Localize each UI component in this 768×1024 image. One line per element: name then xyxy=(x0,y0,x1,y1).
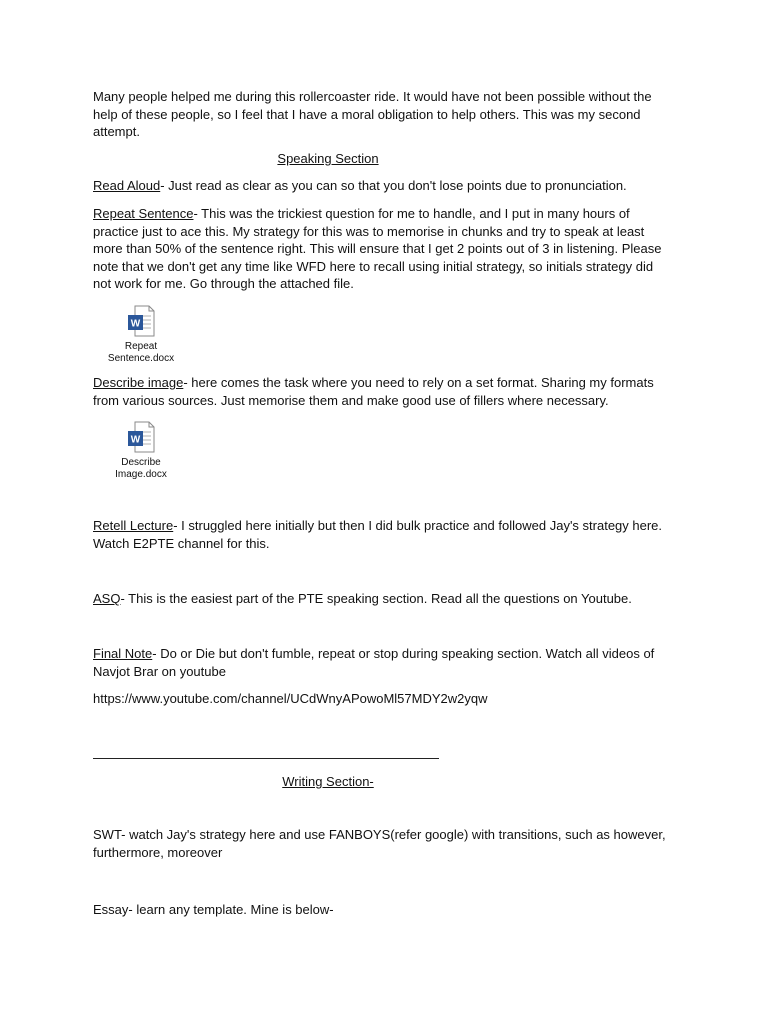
repeat-sentence-label: Repeat Sentence xyxy=(93,206,194,221)
word-doc-icon xyxy=(127,305,155,337)
asq-paragraph xyxy=(93,590,673,608)
writing-section-heading xyxy=(93,773,563,791)
section-divider xyxy=(93,758,439,759)
describe-image-label: Describe image xyxy=(93,375,184,390)
repeat-sentence-text: - This was the trickiest question for me to handle, and I put in many hours of practice just to ace this. My strategy for this was to memorise in chunks and try to speak at least more than 50% of the sentence right. This will ensure that I get 2 points out of 3 in listening. Please note that we don't get any time like WFD here to recall using initial strategy, so initials strategy did not work for me. Go through the attached file. xyxy=(93,206,662,291)
final-note-label: Final Note xyxy=(93,646,153,661)
svg-text:W: W xyxy=(130,434,141,446)
retell-lecture-label: Retell Lecture xyxy=(93,518,174,533)
read-aloud-label: Read Aloud xyxy=(93,178,161,193)
swt-paragraph: SWT- watch Jay's strategy here and use FANBOYS(refer google) with transitions, such as however, furthermore, moreover xyxy=(93,827,666,860)
essay-paragraph: Essay- learn any template. Mine is below- xyxy=(93,902,334,917)
asq-text: - This is the easiest part of the PTE speaking section. Read all the questions on Youtube. xyxy=(120,591,632,606)
attachment-name-line1: Describe xyxy=(121,457,161,468)
read-aloud-paragraph xyxy=(93,177,673,195)
attachment-name-line2: Sentence.docx xyxy=(107,353,175,364)
speaking-section-heading xyxy=(93,150,563,168)
read-aloud-text: - Just read as clear as you can so that you don't lose points due to pronunciation. xyxy=(160,178,627,193)
svg-text:W: W xyxy=(130,318,141,330)
attachment-name-line1: Repeat xyxy=(124,341,158,352)
retell-lecture-paragraph xyxy=(93,517,673,552)
youtube-channel-link[interactable]: https://www.youtube.com/channel/UCdWnyAPowoMl57MDY2w2yqw xyxy=(93,691,488,706)
repeat-sentence-paragraph xyxy=(93,205,673,293)
writing-heading-text: Writing Section- xyxy=(282,774,374,789)
describe-image-text: - here comes the task where you need to rely on a set format. Sharing my formats from various sources. Just memorise them and make good use of fillers where necessary. xyxy=(93,375,654,408)
word-doc-icon xyxy=(127,421,155,453)
retell-lecture-text: - I struggled here initially but then I did bulk practice and followed Jay's strategy here. Watch E2PTE channel for this. xyxy=(93,518,663,551)
intro-paragraph: Many people helped me during this rollercoaster ride. It would have not been possible without the help of these people, so I feel that I have a moral obligation to help others. This was my second attempt. xyxy=(93,89,652,139)
speaking-heading-text: Speaking Section xyxy=(277,151,379,166)
attachment-name-line2: Image.docx xyxy=(115,469,167,480)
describe-image-paragraph xyxy=(93,374,673,409)
describe-image-attachment[interactable] xyxy=(86,421,196,481)
repeat-sentence-attachment[interactable] xyxy=(86,305,196,365)
final-note-text: - Do or Die but don't fumble, repeat or stop during speaking section. Watch all videos of Navjot Brar on youtube xyxy=(93,646,655,679)
final-note-paragraph xyxy=(93,645,673,680)
asq-label: ASQ xyxy=(93,591,121,606)
